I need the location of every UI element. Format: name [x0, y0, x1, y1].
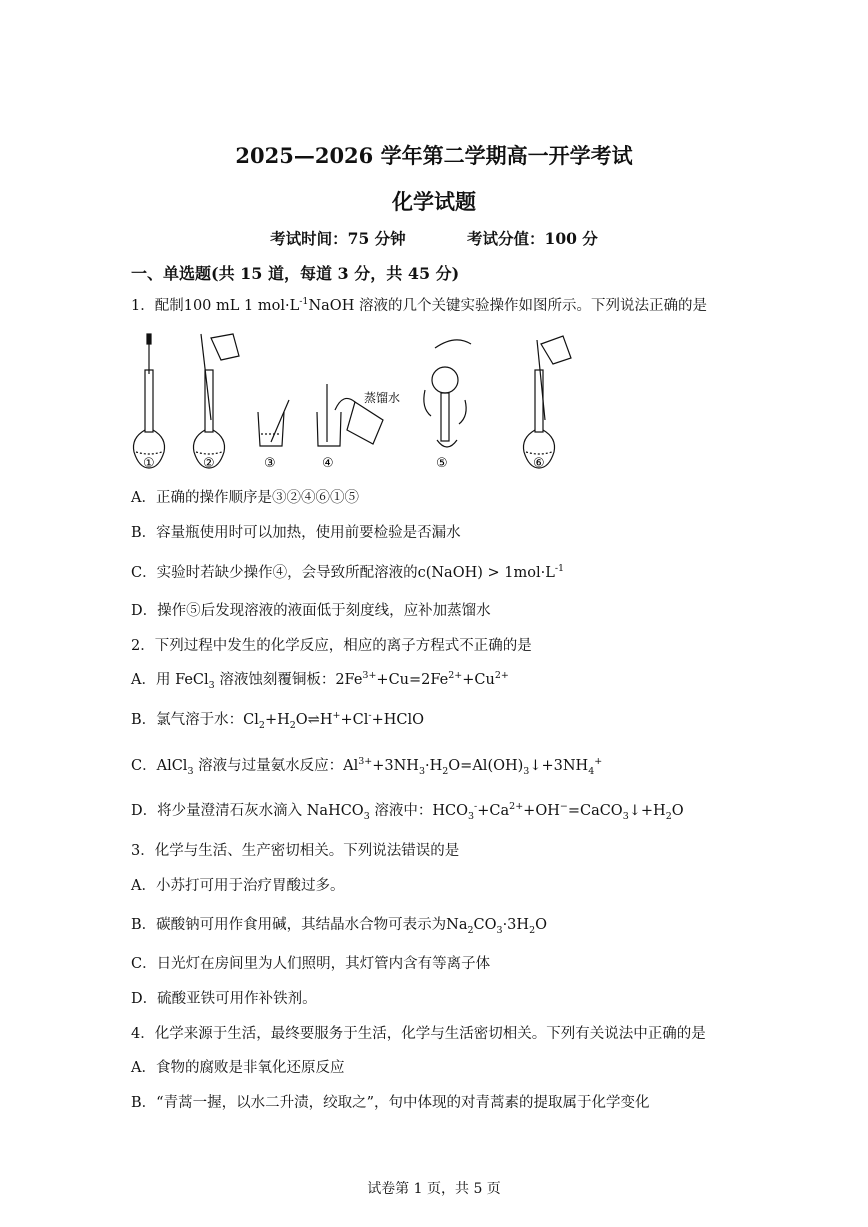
q2-option-c: C．AlCl$_3$ 溶液与过量氨水反应：$Al^{3+}+3NH_3\cdot H_2O=Al(OH)_3↓+3NH_4^+$ [131, 756, 603, 777]
q4-option-b: B．“青蒿一握，以水二升渍，绞取之”，句中体现的对青蒿素的提取属于化学变化 [131, 1095, 650, 1111]
fig-label-2: ② [203, 456, 215, 471]
flask-inverting-icon [424, 340, 471, 447]
fig-label-4: ④ [322, 456, 334, 471]
q1-option-a: A．正确的操作顺序是③②④⑥①⑤ [131, 490, 359, 506]
q3-option-c: C．日光灯在房间里为人们照明，其灯管内含有等离子体 [131, 956, 491, 972]
q2-option-a: A．用 FeCl$_3$ 溶液蚀刻覆铜板：$2Fe^{3+}+Cu=2Fe^{2+}+Cu^{2+}$ [131, 670, 509, 691]
q3-stem: 3．化学与生活、生产密切相关。下列说法错误的是 [131, 843, 460, 859]
fig-label-3: ③ [264, 456, 276, 471]
q3-option-b: B．碳酸钠可用作食用碱，其结晶水合物可表示为$Na_2CO_3\cdot 3H_2O$ [131, 917, 547, 936]
exam-subtitle: 化学试题 [392, 189, 476, 214]
exam-info [0, 227, 868, 249]
q2-option-d: D．将少量澄清石灰水滴入 NaHCO$_3$ 溶液中：$HCO_3^-+Ca^{2+}+OH^-=CaCO_3↓+H_2O$ [131, 801, 684, 822]
q1-option-c: C．实验时若缺少操作④，会导致所配溶液的c(NaOH) > $1mol\cdot L^{-1}$ [131, 563, 565, 581]
equilibrium-arrow-icon: ⇌ [307, 712, 320, 728]
page-footer: 试卷第 1 页，共 5 页 [367, 1181, 501, 1197]
q1-option-b: B．容量瓶使用时可以加热，使用前要检验是否漏水 [131, 525, 461, 541]
beaker-stirring-icon [258, 400, 289, 446]
flask-transfer-icon [523, 336, 571, 468]
q1-option-d: D．操作⑤后发现溶液的液面低于刻度线，应补加蒸馏水 [131, 603, 491, 619]
q2-stem: 2．下列过程中发生的化学反应，相应的离子方程式不正确的是 [131, 638, 532, 654]
flask-pouring-icon [193, 334, 239, 468]
q2-option-b: B．氯气溶于水：$Cl_2+H_2O\rightleftharpoons H^++Cl^-+HClO$ [131, 710, 424, 731]
q3-option-d: D．硫酸亚铁可用作补铁剂。 [131, 991, 317, 1007]
exam-score: 考试分值：100 分 [467, 229, 598, 248]
exam-time: 考试时间：75 分钟 [270, 229, 406, 248]
q4-option-a: A．食物的腐败是非氧化还原反应 [131, 1060, 345, 1076]
q3-option-a: A．小苏打可用于治疗胃酸过多。 [131, 878, 345, 894]
exam-title: 2025—2026 学年第二学期高一开学考试 [235, 143, 633, 168]
fig-label-5: ⑤ [436, 456, 448, 471]
fig-label-1: ① [143, 456, 155, 471]
q1-stem: 1．配制100 mL 1 $mol\cdot L^{-1}NaOH$ 溶液的几个关键实验操作如图所示。下列说法正确的是 [131, 296, 707, 314]
q1-figure [125, 330, 585, 475]
flask-with-dropper-icon [133, 334, 164, 468]
q4-stem: 4．化学来源于生活，最终要服务于生活，化学与生活密切相关。下列有关说法中正确的是 [131, 1026, 706, 1042]
fig-label-6: ⑥ [533, 456, 545, 471]
section-heading: 一、单选题(共 15 道，每道 3 分，共 45 分) [131, 264, 460, 283]
distilled-water-label: 蒸馏水 [364, 391, 401, 405]
